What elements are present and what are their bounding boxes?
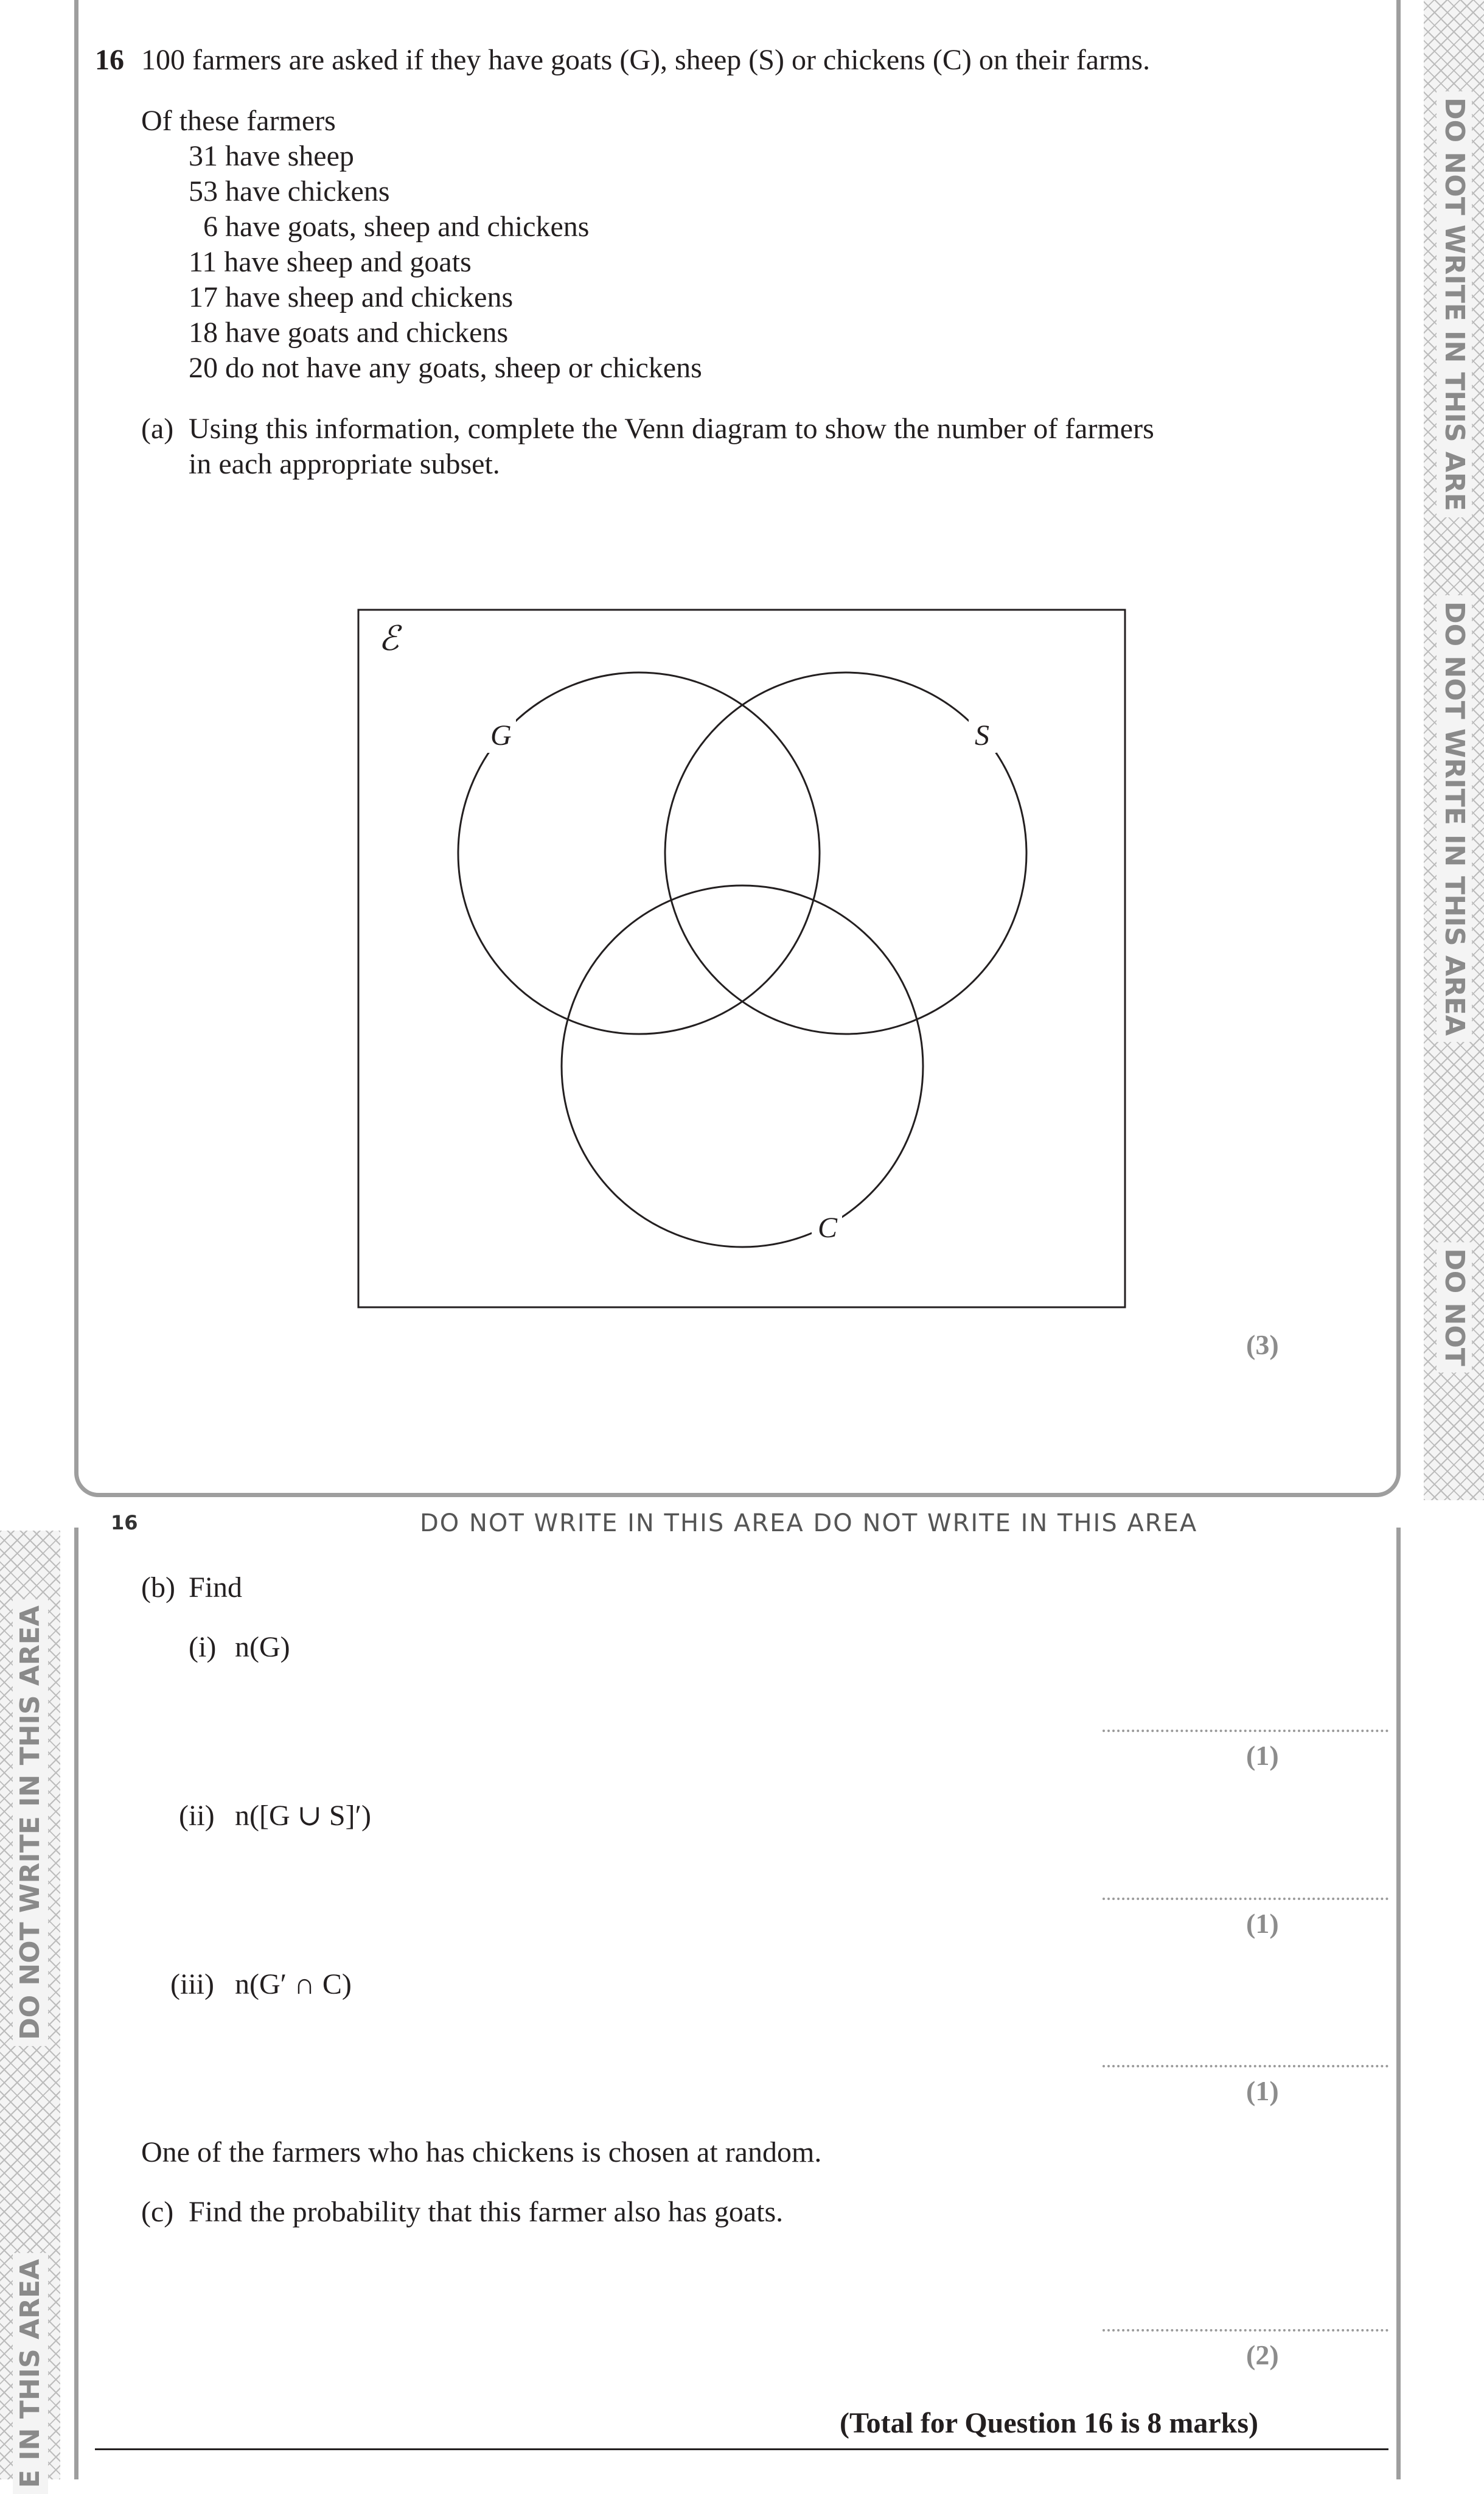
previous-page-stub: 16: [111, 1511, 138, 1534]
margin-warning-right-3: DO NOT: [1437, 1242, 1472, 1372]
part-b-iii-marks: (1): [1246, 2075, 1279, 2106]
part-c-label: (c): [141, 2196, 174, 2228]
margin-warning-right-2: DO NOT WRITE IN THIS AREA: [1437, 595, 1472, 1042]
fact-sheep: 31 have sheep: [189, 140, 354, 172]
part-b-iii-expr: n(G′ ∩ C): [235, 1968, 352, 2000]
part-c-marks: (2): [1246, 2339, 1279, 2370]
answer-line-b-iii[interactable]: [1103, 2065, 1388, 2067]
part-b-label: (b): [141, 1571, 175, 1604]
chosen-at-random-text: One of the farmers who has chickens is chosen at random.: [141, 2136, 822, 2168]
part-b-text: Find: [189, 1571, 243, 1604]
part-b-i-label: (i): [189, 1631, 217, 1663]
answer-line-c[interactable]: [1103, 2329, 1388, 2332]
cut-off-text: DO NOT WRITE IN THIS AREA DO NOT WRITE IN THIS AREA: [420, 1509, 1198, 1537]
answer-line-b-ii[interactable]: [1103, 1898, 1388, 1900]
fact-all-three: 6 have goats, sheep and chickens: [203, 211, 590, 243]
universal-set-symbol: ℰ: [378, 620, 399, 658]
of-these-farmers: Of these farmers: [141, 105, 336, 137]
fact-sheep-goats: 11 have sheep and goats: [189, 246, 472, 278]
set-g-label: G: [490, 719, 512, 752]
set-c-label: C: [818, 1212, 838, 1244]
part-a-text-1: Using this information, complete the Venn diagram to show the number of farmers: [189, 413, 1154, 445]
part-b-i-marks: (1): [1246, 1740, 1279, 1771]
margin-warning-left-1: DO NOT WRITE IN THIS AREA: [13, 1599, 48, 2046]
margin-warning-right-1: DO NOT WRITE IN THIS ARE: [1437, 91, 1472, 517]
part-b-ii-label: (ii): [179, 1800, 215, 1832]
part-a-marks: (3): [1246, 1329, 1279, 1360]
universal-set-box: [358, 610, 1125, 1307]
margin-warning-left-2: E IN THIS AREA: [13, 2253, 48, 2494]
question-intro: 100 farmers are asked if they have goats (G), sheep (S) or chickens (C) on their farms.: [141, 44, 1151, 76]
fact-sheep-chickens: 17 have sheep and chickens: [189, 281, 514, 313]
part-b-iii-label: (iii): [170, 1968, 214, 2000]
part-b-ii-expr: n([G ∪ S]′): [235, 1800, 372, 1832]
fact-none: 20 do not have any goats, sheep or chickens: [189, 352, 702, 384]
part-a-text-2: in each appropriate subset.: [189, 448, 500, 480]
set-s-label: S: [975, 719, 989, 752]
set-c-circle: [562, 885, 923, 1247]
total-rule: [95, 2448, 1388, 2450]
page-frame-left-edge: [74, 1528, 78, 2479]
part-a-label: (a): [141, 413, 174, 445]
part-c-text: Find the probability that this farmer also has goats.: [189, 2196, 784, 2228]
part-b-ii-marks: (1): [1246, 1908, 1279, 1939]
fact-goats-chickens: 18 have goats and chickens: [189, 316, 509, 349]
fact-chickens: 53 have chickens: [189, 175, 390, 208]
part-b-i-expr: n(G): [235, 1631, 290, 1663]
question-total: (Total for Question 16 is 8 marks): [840, 2407, 1259, 2439]
question-number: 16: [95, 44, 124, 76]
page-frame-right-edge: [1396, 1528, 1401, 2479]
answer-line-b-i[interactable]: [1103, 1730, 1388, 1732]
